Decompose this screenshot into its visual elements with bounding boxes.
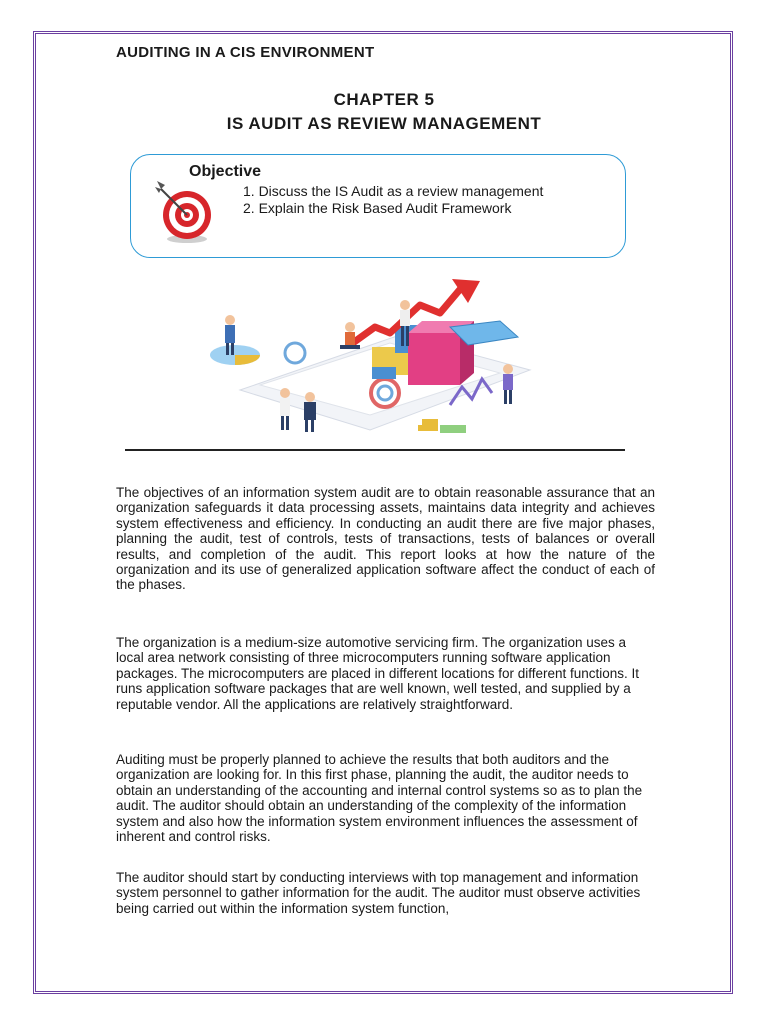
paragraph-planning: Auditing must be properly planned to achieve the results that both auditors and the organization are looking for. In this first phase, planning the audit, the auditor needs to obtain an understanding of the accounting and internal control systems so as to plan the audit. The auditor should obtain an understanding of the complexity of the information system and also how the information system environment influences the assessment of inherent and control risks. [116,752,643,845]
objective-item: 1. Discuss the IS Audit as a review management [243,183,544,199]
objective-list [243,183,543,217]
section-divider [125,449,625,451]
paragraph-objectives: The objectives of an information system audit are to obtain reasonable assurance that an organization safeguards it data processing assets, maintains data integrity and achieves system effectiveness and efficiency. In conducting an audit there are five major phases, planning the audit, test of controls, tests of transactions, tests of balances or overall results, and completion of the audit. This report looks at how the nature of the organization and its use of generalized application software affect the conduct of each of the phases. [116,485,655,593]
objective-box [130,154,626,258]
objective-item: 2. Explain the Risk Based Audit Framework [243,200,512,216]
chapter-title: IS AUDIT AS REVIEW MANAGEMENT [226,114,542,133]
document-header: AUDITING IN A CIS ENVIRONMENT [116,44,375,61]
objective-label: Objective [189,163,262,180]
chapter-number: CHAPTER 5 [333,90,435,109]
target-icon [155,175,215,245]
paragraph-organization: The organization is a medium-size automotive servicing firm. The organization uses a local area network consisting of three microcomputers running software application packages. The microcomputers are placed in different locations for different functions. It runs application software packages that are well known, well tested, and supplied by a reputable vendor. All the applications are relatively straightforward. [116,635,640,712]
paragraph-interviews: The auditor should start by conducting interviews with top management and information system personnel to gather information for the audit. The auditor must observe activities being carried out within the information system function, [116,870,641,916]
audit-illustration [200,275,630,445]
